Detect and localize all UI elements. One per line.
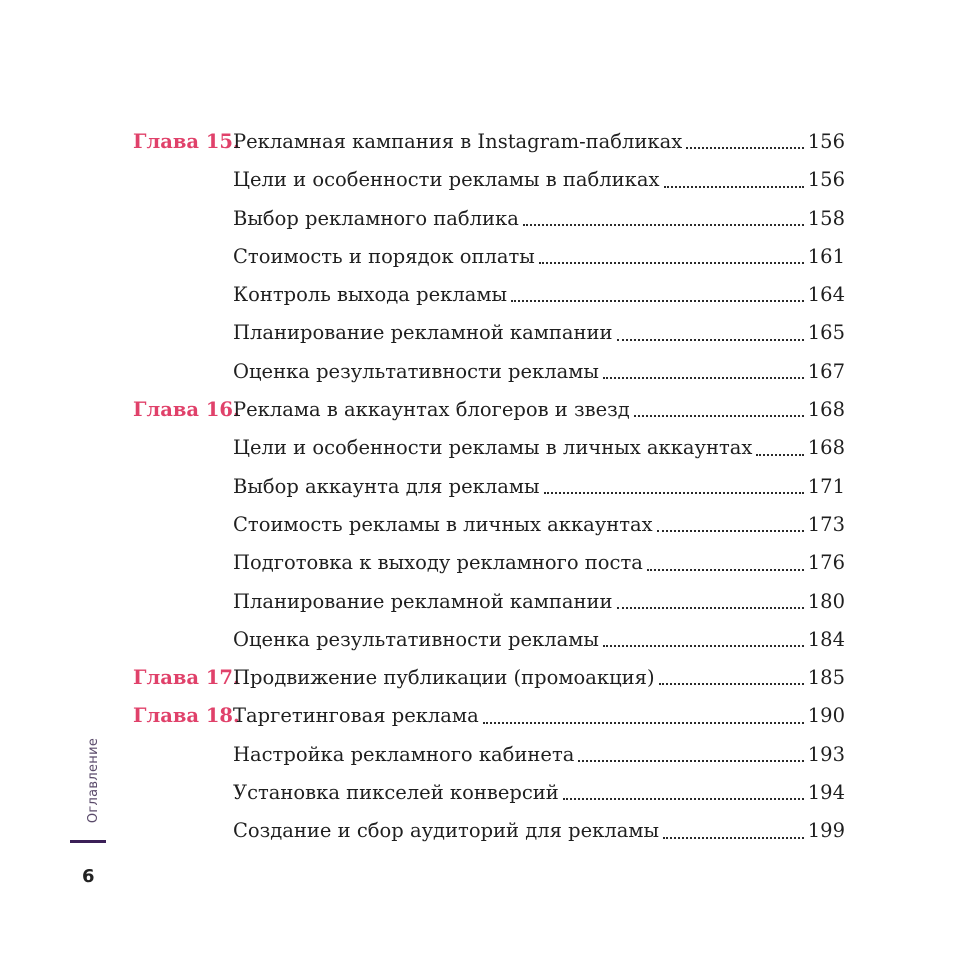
entry-title: Рекламная кампания в Instagram-пабликах [233, 130, 683, 153]
section-side-label-text: Оглавление [86, 737, 102, 823]
toc-section-row[interactable] [133, 774, 845, 812]
entry-title: Планирование рекламной кампании [233, 321, 613, 345]
toc-entry [233, 697, 845, 735]
entry-title: Планирование рекламной кампании [233, 589, 613, 613]
entry-title: Установка пикселей конверсий [233, 781, 559, 805]
dot-leader [617, 339, 804, 341]
toc-entry [233, 659, 845, 697]
toc-section-row[interactable] [133, 736, 845, 774]
entry-page-number: 171 [807, 474, 845, 498]
entry-title: Подготовка к выходу рекламного поста [233, 551, 643, 575]
entry-page-number: 194 [807, 781, 845, 805]
entry-page-number: 156 [807, 168, 845, 192]
entry-title: Выбор аккаунта для рекламы [233, 474, 540, 498]
entry-title: Реклама в аккаунтах блогеров и звезд [233, 398, 630, 422]
dot-leader [663, 837, 804, 839]
toc-section-row[interactable] [133, 812, 845, 850]
entry-title: Таргетинговая реклама [233, 704, 479, 728]
toc-section-row[interactable] [133, 353, 845, 391]
entry-title: Стоимость рекламы в личных аккаунтах [233, 512, 653, 536]
entry-title: Стоимость и порядок оплаты [233, 244, 535, 268]
dot-leader [657, 530, 804, 532]
toc-entry [233, 544, 845, 582]
toc-chapter-row[interactable] [133, 123, 845, 161]
entry-page-number: 158 [807, 206, 845, 230]
chapter-label: Глава 17. [133, 666, 240, 690]
entry-page-number: 199 [807, 819, 845, 843]
toc-entry [233, 391, 845, 429]
entry-page-number: 173 [807, 512, 845, 536]
entry-page-number: 165 [807, 321, 845, 345]
toc-chapter-row[interactable] [133, 391, 845, 429]
entry-page-number: 190 [807, 704, 845, 728]
toc-section-row[interactable] [133, 506, 845, 544]
toc-entry [233, 506, 845, 544]
toc-chapter-row[interactable] [133, 659, 845, 697]
dot-leader [617, 607, 804, 609]
toc-entry [233, 276, 845, 314]
entry-page-number: 156 [807, 130, 845, 153]
toc-section-row[interactable] [133, 544, 845, 582]
entry-page-number: 164 [807, 283, 845, 307]
page-number: 6 [82, 866, 95, 887]
toc-chapter-row[interactable] [133, 697, 845, 735]
dot-leader [647, 569, 804, 571]
chapter-label: Глава 15. [133, 130, 240, 153]
dot-leader [634, 415, 804, 417]
toc-entry [233, 468, 845, 506]
toc-section-row[interactable] [133, 468, 845, 506]
toc-entry [233, 774, 845, 812]
toc-section-row[interactable] [133, 276, 845, 314]
entry-page-number: 168 [807, 436, 845, 460]
toc-section-row[interactable] [133, 161, 845, 199]
toc-entry [233, 200, 845, 238]
entry-page-number: 161 [807, 244, 845, 268]
entry-page-number: 176 [807, 551, 845, 575]
entry-title: Создание и сбор аудиторий для рекламы [233, 819, 660, 843]
toc-section-row[interactable] [133, 200, 845, 238]
toc-section-row[interactable] [133, 314, 845, 352]
toc-entry [233, 583, 845, 621]
dot-leader [539, 262, 804, 264]
entry-title: Цели и особенности рекламы в пабликах [233, 168, 660, 192]
dot-leader [686, 147, 804, 149]
dot-leader [483, 722, 804, 724]
table-of-contents [133, 123, 845, 851]
toc-section-row[interactable] [133, 621, 845, 659]
section-side-label [84, 735, 104, 825]
chapter-label: Глава 16. [133, 398, 240, 422]
dot-leader [603, 377, 804, 379]
toc-entry [233, 161, 845, 199]
entry-page-number: 168 [807, 398, 845, 422]
dot-leader [544, 492, 804, 494]
entry-title: Оценка результативности рекламы [233, 359, 599, 383]
toc-entry [233, 123, 845, 161]
entry-title: Настройка рекламного кабинета [233, 742, 575, 766]
entry-page-number: 180 [807, 589, 845, 613]
entry-page-number: 185 [807, 666, 845, 690]
entry-title: Выбор рекламного паблика [233, 206, 519, 230]
dot-leader [603, 645, 804, 647]
toc-entry [233, 812, 845, 850]
dot-leader [659, 683, 804, 685]
dot-leader [756, 454, 803, 456]
toc-section-row[interactable] [133, 238, 845, 276]
toc-entry [233, 621, 845, 659]
toc-section-row[interactable] [133, 583, 845, 621]
entry-title: Оценка результативности рекламы [233, 627, 599, 651]
dot-leader [523, 224, 804, 226]
entry-page-number: 193 [807, 742, 845, 766]
toc-entry [233, 238, 845, 276]
entry-page-number: 167 [807, 359, 845, 383]
side-divider [70, 840, 106, 843]
dot-leader [511, 300, 804, 302]
chapter-label: Глава 18. [133, 704, 240, 728]
entry-title: Контроль выхода рекламы [233, 283, 508, 307]
toc-entry [233, 353, 845, 391]
toc-section-row[interactable] [133, 429, 845, 467]
toc-entry [233, 429, 845, 467]
dot-leader [578, 760, 803, 762]
toc-entry [233, 736, 845, 774]
dot-leader [563, 798, 804, 800]
entry-page-number: 184 [807, 627, 845, 651]
dot-leader [664, 186, 804, 188]
entry-title: Цели и особенности рекламы в личных аккаунтах [233, 436, 753, 460]
entry-title: Продвижение публикации (промоакция) [233, 666, 655, 690]
toc-entry [233, 314, 845, 352]
